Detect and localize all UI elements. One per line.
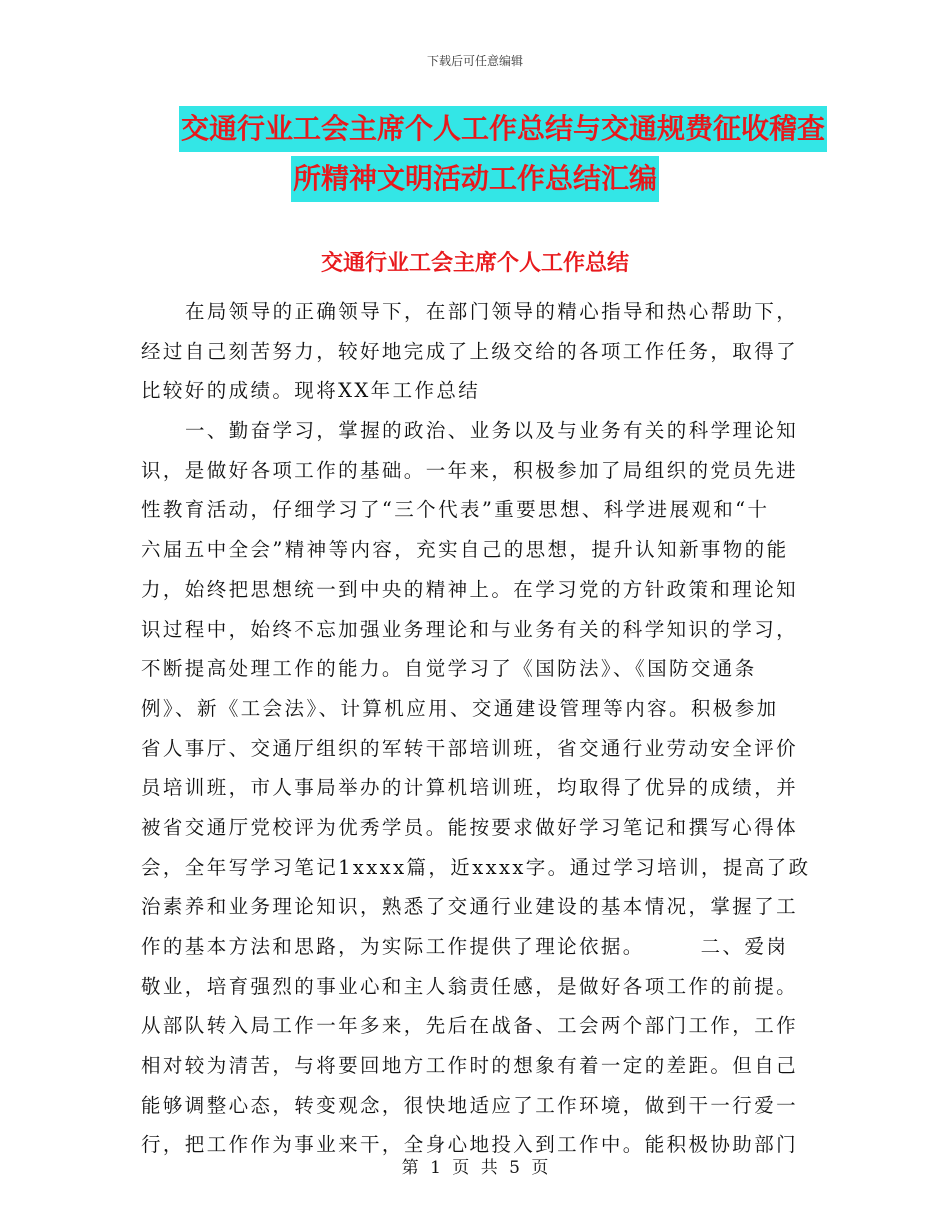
body-line: 省人事厅、交通厅组织的军转干部培训班，省交通行业劳动安全评价 bbox=[141, 736, 799, 760]
body-line: 比较好的成绩。现将XX年工作总结 bbox=[141, 379, 481, 403]
body-line: 识，是做好各项工作的基础。一年来，积极参加了局组织的党员先进 bbox=[141, 458, 799, 482]
body-line: 从部队转入局工作一年多来，先后在战备、工会两个部门工作，工作 bbox=[141, 1014, 799, 1038]
body-line: 会，全年写学习笔记1xxxx篇，近xxxx字。通过学习培训，提高了政 bbox=[141, 855, 811, 879]
body-line: 敬业，培育强烈的事业心和主人翁责任感，是做好各项工作的前提。 bbox=[141, 974, 799, 998]
body-line: 在局领导的正确领导下，在部门领导的精心指导和热心帮助下， bbox=[185, 300, 799, 323]
body-line: 力，始终把思想统一到中央的精神上。在学习党的方针政策和理论知 bbox=[141, 577, 799, 601]
body-line: 相对较为清苦，与将要回地方工作时的想象有着一定的差距。但自己 bbox=[141, 1054, 799, 1078]
section-subtitle: 交通行业工会主席个人工作总结 bbox=[320, 251, 629, 276]
body-line: 例》、新《工会法》、计算机应用、交通建设管理等内容。积极参加 bbox=[141, 696, 779, 720]
body-line: 能够调整心态，转变观念，很快地适应了工作环境，做到干一行爱一 bbox=[141, 1093, 799, 1117]
body-line: 作的基本方法和思路，为实际工作提供了理论依据。 二、爱岗 bbox=[141, 935, 789, 958]
body-line: 经过自己刻苦努力，较好地完成了上级交给的各项工作任务，取得了 bbox=[141, 339, 799, 363]
title-line-2: 所精神文明活动工作总结汇编 bbox=[291, 156, 659, 202]
body-line: 员培训班，市人事局举办的计算机培训班，均取得了优异的成绩，并 bbox=[141, 776, 799, 800]
title-line-1: 交通行业工会主席个人工作总结与交通规费征收稽查 bbox=[179, 106, 827, 152]
body-line: 被省交通厅党校评为优秀学员。能按要求做好学习笔记和撰写心得体 bbox=[141, 815, 799, 839]
body-line: 六届五中全会”精神等内容，充实自己的思想，提升认知新事物的能 bbox=[141, 538, 789, 562]
document-title bbox=[0, 106, 950, 202]
page-footer: 第 1 页 共 5 页 bbox=[401, 1158, 549, 1178]
header-note: 下载后可任意编辑 bbox=[426, 54, 523, 68]
body-line: 识过程中，始终不忘加强业务理论和与业务有关的科学知识的学习， bbox=[141, 617, 799, 641]
body-line: 性教育活动，仔细学习了“三个代表”重要思想、科学进展观和“十 bbox=[141, 498, 770, 522]
body-line: 一、勤奋学习，掌握的政治、业务以及与业务有关的科学理论知 bbox=[185, 419, 799, 443]
body-line: 行，把工作作为事业来干，全身心地投入到工作中。能积极协助部门 bbox=[141, 1133, 799, 1157]
body-line: 不断提高处理工作的能力。自觉学习了《国防法》、《国防交通条 bbox=[141, 657, 757, 681]
body-line: 治素养和业务理论知识，熟悉了交通行业建设的基本情况，掌握了工 bbox=[141, 895, 799, 919]
body-text bbox=[141, 292, 811, 1165]
